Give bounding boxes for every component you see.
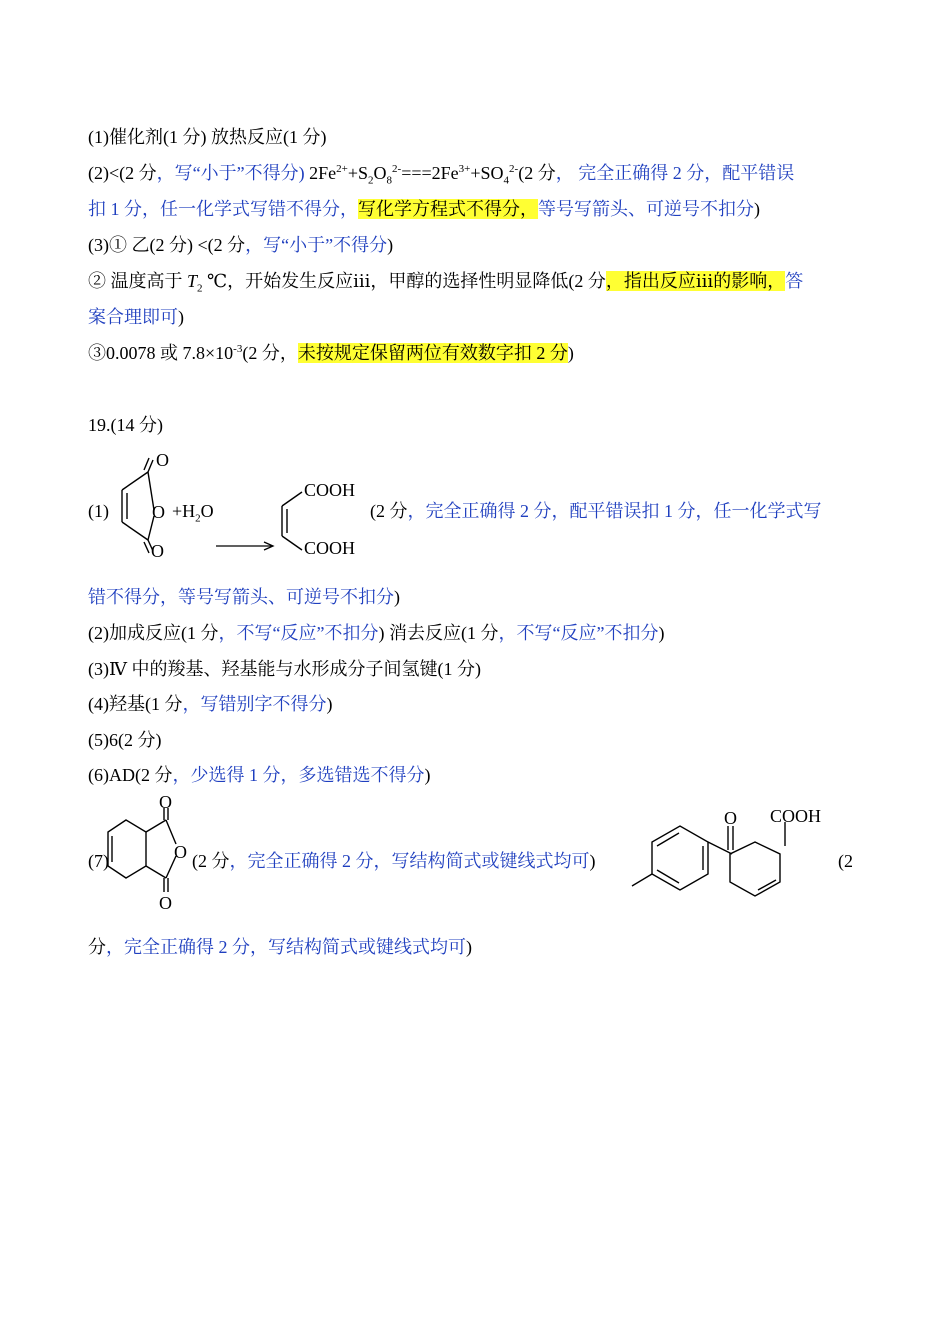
svg-text:O: O <box>159 792 172 812</box>
q18-part3: (3)① 乙(2 分) <(2 分，写“小于”不得分) <box>88 235 394 255</box>
q18-part2-line2: 扣 1 分，任一化学式写错不得分，写化学方程式不得分，等号写箭头、可逆号不扣分) <box>88 199 760 219</box>
svg-text:COOH: COOH <box>304 538 356 558</box>
highlight-note: 未按规定保留两位有效数字扣 2 分 <box>297 343 568 363</box>
svg-text:O: O <box>151 541 164 561</box>
q18-part3-2-line2: 案合理即可) <box>88 307 184 327</box>
q19-part7-score: (2 <box>838 851 853 871</box>
svg-text:O: O <box>724 808 737 828</box>
q19-part2: (2)加成反应(1 分，不写“反应”不扣分) 消去反应(1 分，不写“反应”不扣分) <box>88 623 665 643</box>
q19-part7-line2: 分，完全正确得 2 分，写结构简式或键线式均可) <box>88 937 472 957</box>
q19-part7-line1: (2 分，完全正确得 2 分，写结构简式或键线式均可) <box>192 851 596 871</box>
q18-part3-2-line1: ② 温度高于 $T_2$ ℃，开始发生反应ⅲ，甲醇的选择性明显降低(2 分，指出反应ⅲ的影响，答 <box>88 271 804 295</box>
q19-part1-line1: (2 分，完全正确得 2 分，配平错误扣 1 分，任一化学式写 <box>370 501 822 521</box>
q19-part4: (4)羟基(1 分，写错别字不得分) <box>88 694 333 714</box>
q19-part6: (6)AD(2 分，少选得 1 分，多选错选不得分) <box>88 765 431 785</box>
q19-title: 19.(14 分) <box>88 415 163 435</box>
q19-part7-label: (7) <box>88 851 109 871</box>
q19-part1-line2: 错不得分，等号写箭头、可逆号不扣分) <box>88 587 400 607</box>
q18-equation: $2Fe^{2+}+S_2O_8^{2-}===2Fe^{3+}+SO_4^{2-}$ <box>304 163 519 187</box>
q18-part2-note: ，写“小于”不得分) <box>156 163 305 183</box>
svg-text:O: O <box>156 450 169 470</box>
q18-part1: (1)催化剂(1 分) 放热反应(1 分) <box>88 127 327 147</box>
q19-part3: (3)Ⅳ 中的羧基、羟基能与水形成分子间氢键(1 分) <box>88 659 481 679</box>
svg-text:COOH: COOH <box>770 806 822 826</box>
reaction-arrow <box>216 540 278 552</box>
q19-part1-label: (1) <box>88 501 109 521</box>
q18-part3-3: ③0.0078 或 $7.8\times 10^{-3}(2$ 分，未按规定保留两位有效数字扣 2 分) <box>88 343 574 363</box>
highlight-note: 写化学方程式不得分， <box>358 199 538 219</box>
svg-text:O: O <box>159 893 172 913</box>
water-reagent: $+H_2O$ <box>172 501 214 525</box>
svg-text:O: O <box>174 842 187 862</box>
highlight-note: ，指出反应ⅲ的影响， <box>605 271 786 291</box>
ketone-acid-structure <box>630 802 840 912</box>
q18-part2-answer: (2)<(2 分 <box>88 163 157 183</box>
q19-part5: (5)6(2 分) <box>88 730 162 750</box>
maleic-anhydride-structure <box>108 450 168 560</box>
maleic-acid-structure <box>272 472 372 562</box>
tetrahydrophthalic-anhydride-structure <box>106 792 196 916</box>
svg-text:COOH: COOH <box>304 480 356 500</box>
svg-text:O: O <box>152 502 165 522</box>
q18-part2-line1: (2)<(2 分，写“小于”不得分) $2Fe^{2+}+S_2O_8^{2-}===2Fe^{3+}+SO_4^{2-}(2$ 分， 完全正确得 2 分，配平错误 <box>88 163 795 187</box>
